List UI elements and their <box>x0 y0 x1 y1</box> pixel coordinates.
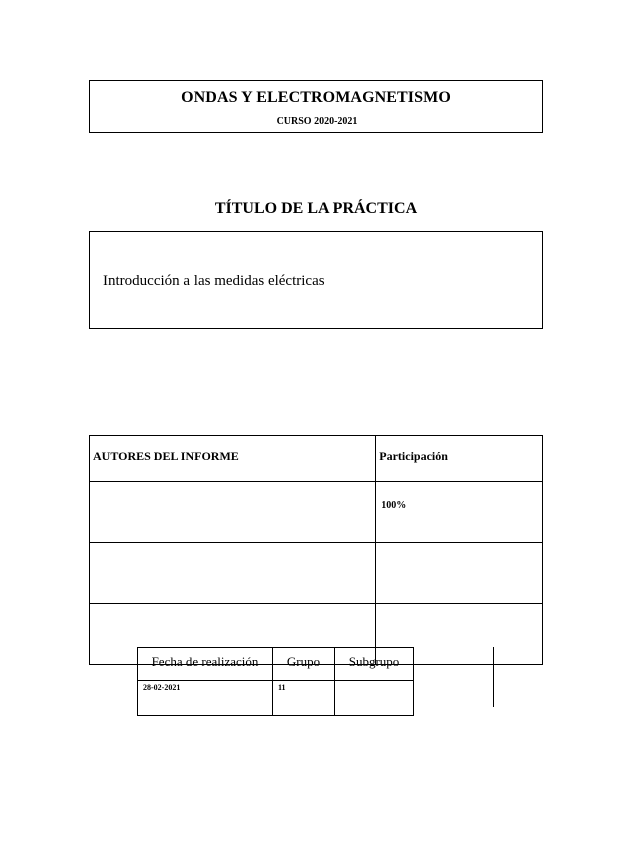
date-value-cell: 28-02-2021 <box>138 681 273 716</box>
table-row <box>90 482 543 543</box>
details-table-header-row <box>138 648 414 681</box>
participation-cell: 100% <box>376 482 543 543</box>
participation-cell <box>376 543 543 604</box>
course-header-box <box>89 80 543 133</box>
authors-table <box>89 435 543 665</box>
table-row <box>90 543 543 604</box>
course-title: ONDAS Y ELECTROMAGNETISMO <box>181 89 451 106</box>
group-header-cell: Grupo <box>273 648 335 681</box>
date-header-cell: Fecha de realización <box>138 648 273 681</box>
practice-heading: TÍTULO DE LA PRÁCTICA <box>214 200 418 217</box>
practice-title: Introducción a las medidas eléctricas <box>103 273 325 289</box>
participation-header-cell: Participación <box>376 436 543 482</box>
details-table <box>137 647 414 716</box>
practice-title-box <box>89 231 543 329</box>
subgroup-value-cell <box>335 681 414 716</box>
authors-table-header-row <box>90 436 543 482</box>
author-cell <box>90 543 376 604</box>
group-value-cell: 11 <box>273 681 335 716</box>
details-table-value-row <box>138 681 414 716</box>
course-year: CURSO 2020-2021 <box>276 116 358 127</box>
subgroup-header-cell: Subgrupo <box>335 648 414 681</box>
author-cell <box>90 482 376 543</box>
authors-header-cell: AUTORES DEL INFORME <box>90 436 376 482</box>
vertical-divider-line <box>493 647 494 707</box>
